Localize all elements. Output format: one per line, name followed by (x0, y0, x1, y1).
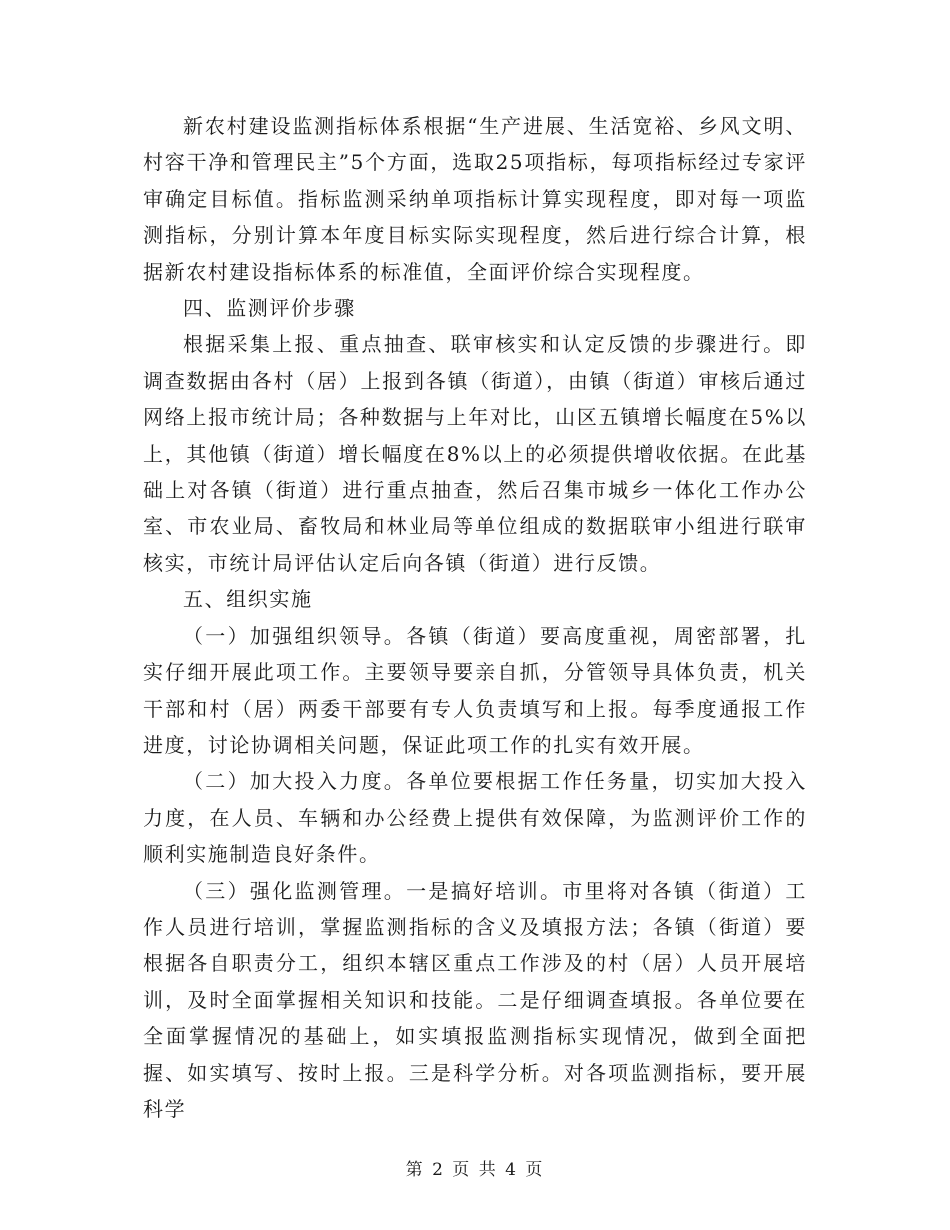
paragraph-investment: （二）加大投入力度。各单位要根据工作任务量，切实加大投入力度，在人员、车辆和办公经费上提供有效保障，为监测评价工作的顺利实施制造良好条件。 (143, 769, 807, 867)
paragraph-monitoring-steps: 根据采集上报、重点抽查、联审核实和认定反馈的步骤进行。即调查数据由各村（居）上报到各镇（街道），由镇（街道）审核后通过网络上报市统计局；各种数据与上年对比，山区五镇增长幅度在5%以上，其他镇（街道）增长幅度在8%以上的必须提供增收依据。在此基础上对各镇（街道）进行重点抽查，然后召集市城乡一体化工作办公室、市农业局、畜牧局和林业局等单位组成的数据联审小组进行联审核实，市统计局评估认定后向各镇（街道）进行反馈。 (143, 332, 807, 575)
footer-label-total-unit: 页 (525, 1160, 545, 1180)
paragraph-management: （三）强化监测管理。一是搞好培训。市里将对各镇（街道）工作人员进行培训，掌握监测指标的含义及填报方法；各镇（街道）要根据各自职责分工，组织本辖区重点工作涉及的村（居）人员开展培训，及时全面掌握相关知识和技能。二是仔细调查填报。各单位要在全面掌握情况的基础上，如实填报监测指标实现情况，做到全面把握、如实填写、按时上报。三是科学分析。对各项监测指标，要开展科学 (143, 878, 807, 1121)
paragraph-indicator-system: 新农村建设监测指标体系根据“生产进展、生活宽裕、乡风文明、村容干净和管理民主”5个方面，选取25项指标，每项指标经过专家评审确定目标值。指标监测采纳单项指标计算实现程度，即对每一项监测指标，分别计算本年度目标实际实现程度，然后进行综合计算，根据新农村建设指标体系的标准值，全面评价综合实现程度。 (143, 114, 807, 284)
page-footer (0, 1155, 950, 1180)
footer-label-page-unit: 页 (452, 1160, 472, 1180)
footer-current-page: 2 (432, 1160, 445, 1180)
document-body (143, 108, 807, 1127)
footer-label-total: 共 (478, 1160, 498, 1180)
footer-label-page: 第 (405, 1160, 425, 1180)
section-heading-implementation: 五、组织实施 (183, 587, 313, 612)
footer-total-pages: 4 (505, 1160, 518, 1180)
paragraph-leadership: （一）加强组织领导。各镇（街道）要高度重视，周密部署，扎实仔细开展此项工作。主要领导要亲自抓，分管领导具体负责，机关干部和村（居）两委干部要有专人负责填写和上报。每季度通报工作进度，讨论协调相关问题，保证此项工作的扎实有效开展。 (143, 623, 807, 757)
section-heading-monitoring-steps: 四、监测评价步骤 (183, 296, 356, 321)
